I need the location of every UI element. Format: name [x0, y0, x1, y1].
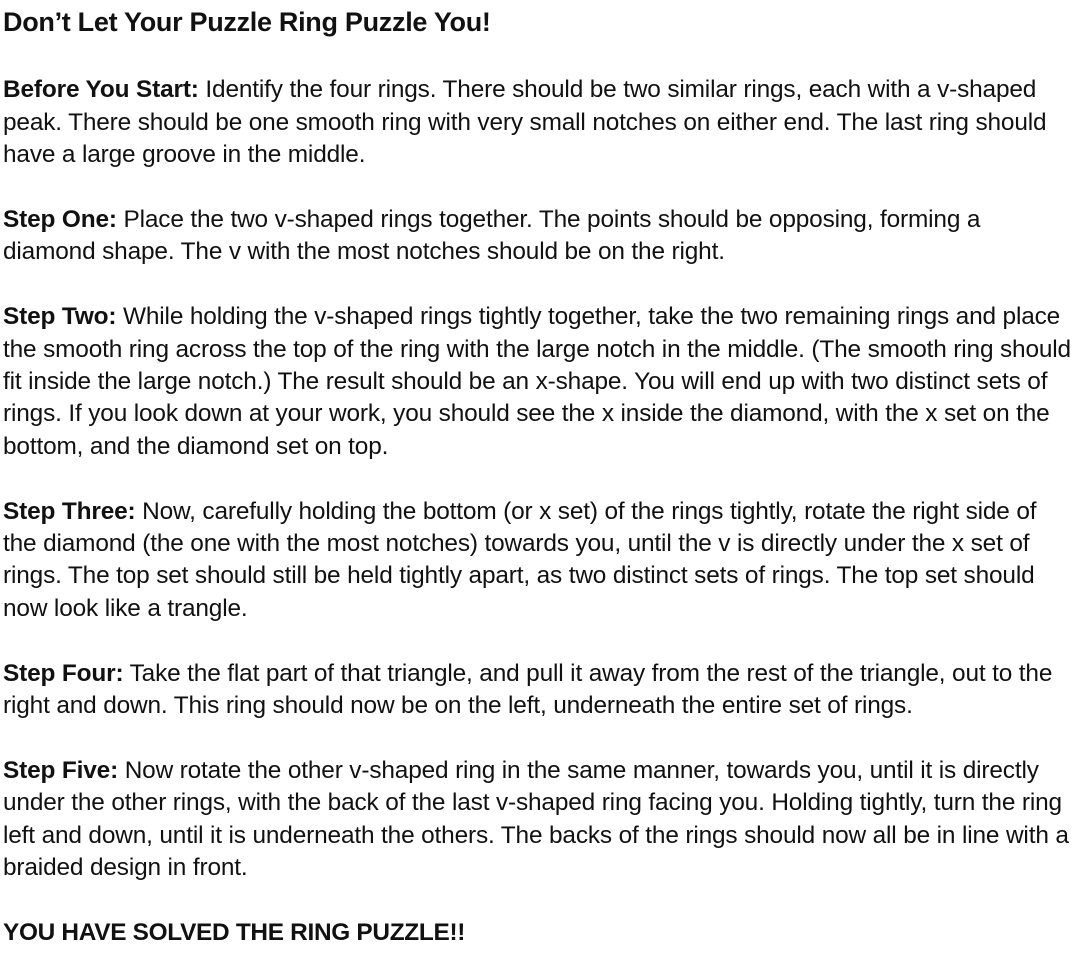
section-step-five: [3, 755, 1075, 885]
spacer: [3, 463, 1075, 495]
section-text: Identify the four rings. There should be two similar rings, each with a v-shaped peak. There should be one smooth ring with very small notches on either end. The last ring should have a large groove in the middle.: [3, 76, 1047, 169]
spacer: [3, 172, 1075, 204]
section-label: Step Five:: [3, 756, 119, 784]
section-text: Now, carefully holding the bottom (or x set) of the rings tightly, rotate the right side of the diamond (the one with the most notches) towards you, until the v is directly under the x set of rings. The top set should still be held tightly apart, as two distinct sets of rings. The top set should now look like a trangle.: [3, 497, 1037, 622]
section-label: Step One:: [3, 206, 117, 233]
section-text: While holding the v-shaped rings tightly together, take the two remaining rings and place the smooth ring across the top of the ring with the large notch in the middle. (The smooth ring should fit inside the large notch.) The result should be an x-shape. You will end up with two distinct sets of rings. If you look down at your work, you should see the x inside the diamond, with the x set on the bottom, and the diamond set on top.: [3, 303, 1071, 460]
spacer: [3, 722, 1075, 754]
page-title: Don’t Let Your Puzzle Ring Puzzle You!: [3, 7, 491, 37]
puzzle-ring-instructions: [3, 0, 1075, 949]
closing-statement: YOU HAVE SOLVED THE RING PUZZLE!!: [3, 918, 466, 946]
section-before-you-start: [3, 74, 1075, 171]
spacer: [3, 42, 1075, 74]
section-step-four: [3, 658, 1075, 723]
section-text: Take the flat part of that triangle, and pull it away from the rest of the triangle, out to the right and down. This ring should now be on the left, underneath the entire set of rings.: [3, 659, 1053, 720]
section-label: Step Three:: [3, 497, 136, 525]
spacer: [3, 884, 1075, 916]
section-text: Place the two v-shaped rings together. The points should be opposing, forming a diamond shape. The v with the most notches should be on the right.: [3, 206, 981, 266]
section-step-one: [3, 204, 1075, 269]
section-label: Step Two:: [3, 303, 117, 331]
section-text: Now rotate the other v-shaped ring in the same manner, towards you, until it is directly under the other rings, with the back of the last v-shaped ring facing you. Holding tightly, turn the ring left and down, until it is underneath the others. The backs of the rings should now all be in line with a braided design in front.: [3, 756, 1069, 882]
section-label: Step Four:: [3, 659, 124, 687]
spacer: [3, 625, 1075, 657]
section-label: Before You Start:: [3, 76, 199, 104]
section-step-two: [3, 301, 1075, 463]
spacer: [3, 269, 1075, 301]
section-step-three: [3, 496, 1075, 626]
